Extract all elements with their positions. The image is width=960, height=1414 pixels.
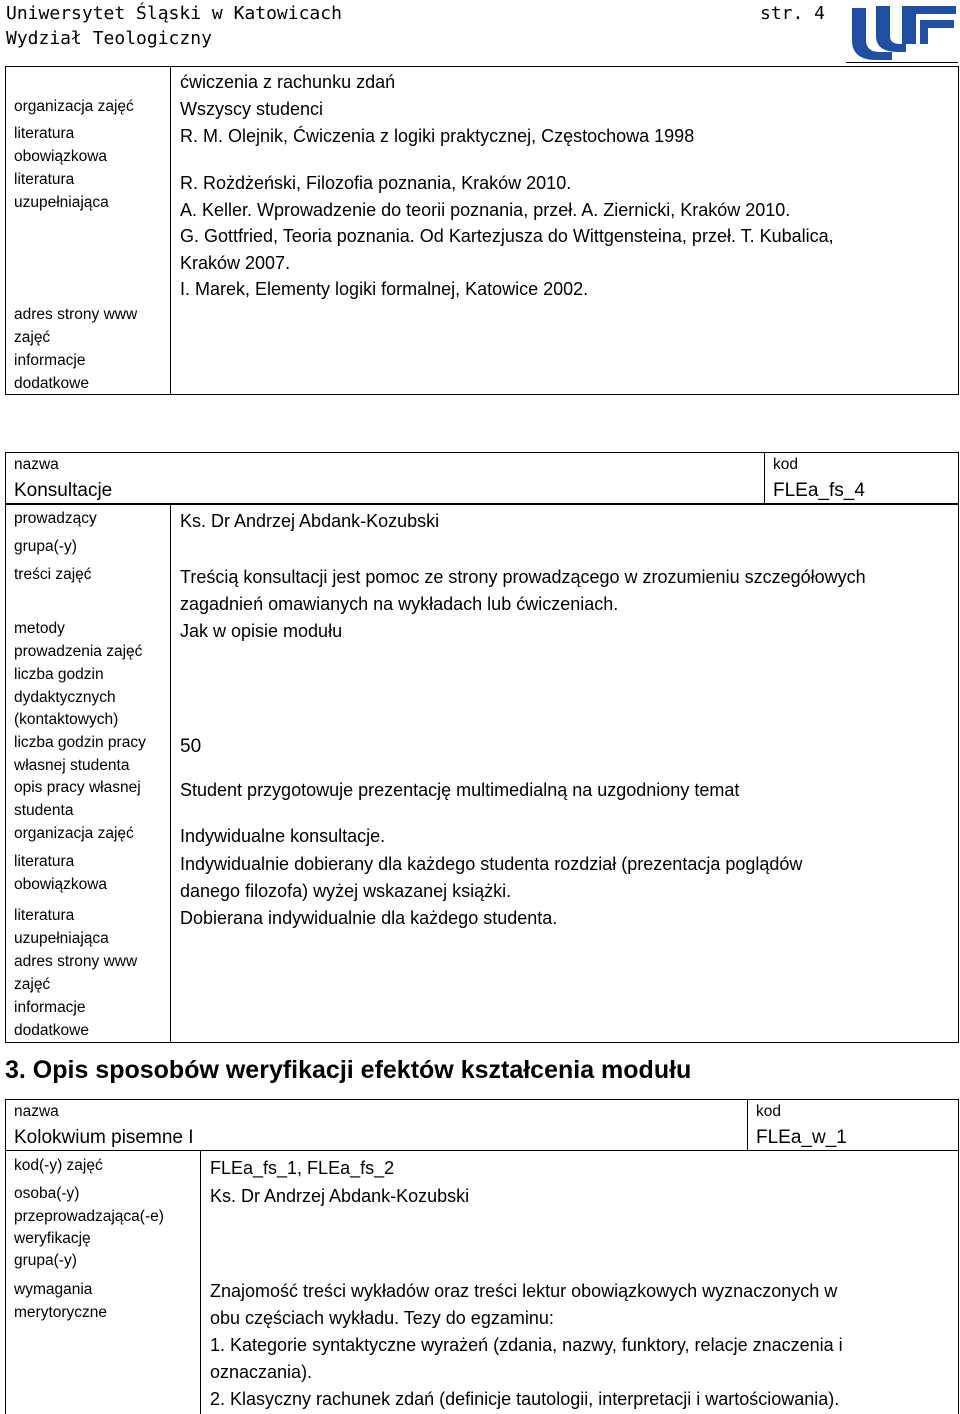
top-first-value: ćwiczenia z rachunku zdań bbox=[180, 72, 396, 92]
osoba-label: osoba(-y) przeprowadzająca(-e) weryfikację bbox=[14, 1185, 164, 1247]
top-lit-obow-value: R. M. Olejnik, Ćwiczenia z logiki praktycznej, Częstochowa 1998 bbox=[180, 126, 695, 146]
k3-grupa-label: grupa(-y) bbox=[14, 1252, 77, 1269]
konsultacje-kod-label: kod bbox=[773, 456, 798, 473]
kolokwium-kod-divider bbox=[747, 1099, 748, 1151]
konsultacje-nazwa-label: nazwa bbox=[14, 456, 59, 473]
grupa-label: grupa(-y) bbox=[14, 538, 77, 555]
top-lit-uzup-value: R. Rożdżeński, Filozofia poznania, Kraków 2010. A. Keller. Wprowadzenie do teorii poznania, przeł. A. Ziernicki, Kraków 2010. G. Gottfried, Teoria poznania. Od Kartezjusza do Wittgensteina, przeł. T. Kubalica, Kraków 2007. I. Marek, Elementy logiki formalnej, Katowice 2002. bbox=[180, 173, 834, 299]
k-info-label: informacje dodatkowe bbox=[14, 999, 89, 1039]
tresci-value: Treścią konsultacji jest pomoc ze strony prowadzącego w zrozumieniu szczegółowych zagadnień omawianych na wykładach lub ćwiczeniach. bbox=[180, 567, 866, 614]
kolokwium-divider bbox=[200, 1151, 201, 1414]
liczba-wlasna-value: 50 bbox=[180, 736, 202, 757]
kolokwium-kod-value: FLEa_w_1 bbox=[756, 1127, 847, 1148]
k-www-label: adres strony www zajęć bbox=[14, 953, 138, 993]
kody-value: FLEa_fs_1, FLEa_fs_2 bbox=[210, 1158, 395, 1178]
opis-label: opis pracy własnej studenta bbox=[14, 779, 141, 819]
top-organizacja-label: organizacja zajęć bbox=[14, 98, 134, 115]
konsultacje-nazwa-value: Konsultacje bbox=[14, 480, 113, 501]
kolokwium-right-border bbox=[958, 1151, 959, 1414]
konsultacje-kod-value: FLEa_fs_4 bbox=[773, 480, 865, 501]
prowadzacy-value: Ks. Dr Andrzej Abdank-Kozubski bbox=[180, 511, 440, 531]
metody-label: metody prowadzenia zajęć bbox=[14, 620, 143, 660]
kolokwium-left-border bbox=[5, 1151, 6, 1414]
prowadzacy-label: prowadzący bbox=[14, 510, 97, 527]
university-name: Uniwersytet Śląski w Katowicach bbox=[6, 3, 342, 24]
top-lit-obow-label: literatura obowiązkowa bbox=[14, 125, 108, 165]
wymagania-label: wymagania merytoryczne bbox=[14, 1281, 108, 1321]
top-lit-uzup-label: literatura uzupełniająca bbox=[14, 171, 109, 211]
osoba-value: Ks. Dr Andrzej Abdank-Kozubski bbox=[210, 1186, 470, 1206]
kody-label: kod(-y) zajęć bbox=[14, 1157, 103, 1174]
section-heading: 3. Opis sposobów weryfikacji efektów kształcenia modułu bbox=[5, 1056, 692, 1084]
k-organizacja-value: Indywidualne konsultacje. bbox=[180, 826, 386, 846]
liczba-kontakt-label: liczba godzin dydaktycznych (kontaktowych) bbox=[14, 666, 119, 728]
opis-value: Student przygotowuje prezentację multimedialną na uzgodniony temat bbox=[180, 780, 740, 800]
k-lit-uzup-label: literatura uzupełniająca bbox=[14, 907, 109, 947]
wymagania-value: Znajomość treści wykładów oraz treści lektur obowiązkowych wyznaczonych w obu częściach wykładu. Tezy do egzaminu: 1. Kategorie syntaktyczne wyrażeń (zdania, nazwy, funktory, relacje znaczenia i oznaczania). 2. Klasyczny rachunek zdań (definicje tautologii, interpretacji i wartościowania). bbox=[210, 1281, 843, 1409]
page-number: str. 4 bbox=[760, 3, 826, 24]
kolokwium-nazwa-label: nazwa bbox=[14, 1103, 59, 1120]
liczba-wlasna-label: liczba godzin pracy własnej studenta bbox=[14, 734, 146, 774]
konsultacje-divider bbox=[170, 504, 171, 1043]
faculty-name: Wydział Teologiczny bbox=[6, 28, 212, 49]
konsultacje-kod-divider bbox=[764, 452, 765, 504]
top-organizacja-value: Wszyscy studenci bbox=[180, 99, 324, 119]
top-info-label: informacje dodatkowe bbox=[14, 352, 89, 392]
university-logo bbox=[846, 0, 958, 64]
metody-value: Jak w opisie modułu bbox=[180, 621, 343, 641]
logo-underline bbox=[846, 62, 958, 63]
top-table-divider bbox=[170, 66, 171, 395]
k-organizacja-label: organizacja zajęć bbox=[14, 825, 134, 842]
top-www-label: adres strony www zajęć bbox=[14, 306, 138, 346]
kolokwium-nazwa-value: Kolokwium pisemne I bbox=[14, 1127, 194, 1148]
k-lit-obow-label: literatura obowiązkowa bbox=[14, 853, 108, 893]
kolokwium-kod-label: kod bbox=[756, 1103, 781, 1120]
tresci-label: treści zajęć bbox=[14, 566, 92, 583]
k-lit-uzup-value: Dobierana indywidualnie dla każdego studenta. bbox=[180, 908, 558, 928]
k-lit-obow-value: Indywidualnie dobierany dla każdego studenta rozdział (prezentacja poglądów danego filozofa) wyżej wskazanej książki. bbox=[180, 854, 803, 901]
